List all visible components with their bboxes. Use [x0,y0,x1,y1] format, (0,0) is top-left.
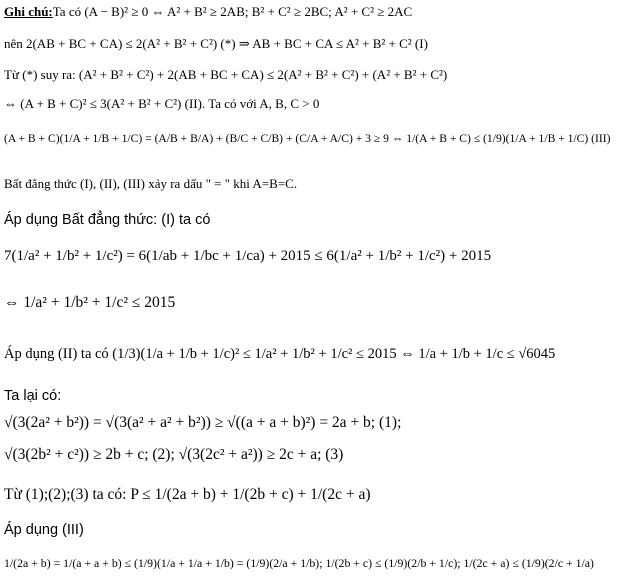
line-text: 1/(2a + b) = 1/(a + a + b) ≤ (1/9)(1/a + 1/a + 1/b) = (1/9)(2/a + 1/b); 1/(2b + c) ≤ (1/9)(2/b + 1/c); 1/(2c + a) ≤ (1/9)(2/c + 1/a) [4,556,594,570]
line-text: 7(1/a² + 1/b² + 1/c²) = 6(1/ab + 1/bc + 1/ca) + 2015 ≤ 6(1/a² + 1/b² + 1/c²) + 2015 [4,248,492,264]
note-line [4,4,619,20]
derivation-line [4,67,619,83]
inequality-II-line [4,96,619,112]
p-bound-line [4,486,619,504]
apply-I-equation [4,248,619,265]
note-text: Ta có (A − B)² ≥ 0 ⇔ A² + B² ≥ 2AB; B² + C² ≥ 2BC; A² + C² ≥ 2AC [52,4,413,19]
ta-lai-co-line [4,388,619,404]
line-text: Từ (*) suy ra: (A² + B² + C²) + 2(AB + BC + CA) ≤ 2(A² + B² + C²) + (A² + B² + C²) [4,67,448,82]
line-text: Từ (1);(2);(3) ta có: P ≤ 1/(2a + b) + 1/(2b + c) + 1/(2c + a) [4,486,371,503]
line-text: Bất đẳng thức (I), (II), (III) xảy ra dấu " = " khi A=B=C. [4,176,298,191]
line-text: (A + B + C)(1/A + 1/B + 1/C) = (A/B + B/A) + (B/C + C/B) + (C/A + A/C) + 3 ≥ 9 ⇔ 1/(A + B + C) ≤ (1/9)(1/A + 1/B + 1/C) (III) [4,132,611,145]
bound-2015-line [4,294,619,312]
apply-III-equation [4,556,619,571]
apply-III-heading [4,522,619,538]
sqrt-bound-1-line [4,414,619,432]
apply-I-heading [4,212,619,228]
line-text: ⇔ 1/a² + 1/b² + 1/c² ≤ 2015 [4,294,176,311]
line-text: nên 2(AB + BC + CA) ≤ 2(A² + B² + C²) (*) ⇒ AB + BC + CA ≤ A² + B² + C² (I) [4,36,428,51]
line-text: Áp dụng Bất đẳng thức: (I) ta có [4,212,211,228]
line-text: ⇔ (A + B + C)² ≤ 3(A² + B² + C²) (II). Ta có với A, B, C > 0 [4,96,320,111]
line-text: √(3(2a² + b²)) = √(3(a² + a² + b²)) ≥ √((a + a + b)²) = 2a + b; (1); [4,414,402,431]
line-text: √(3(2b² + c²)) ≥ 2b + c; (2); √(3(2c² + a²)) ≥ 2c + a; (3) [4,446,344,463]
line-text: Áp dụng (II) ta có (1/3)(1/a + 1/b + 1/c)² ≤ 1/a² + 1/b² + 1/c² ≤ 2015 ⇔ 1/a + 1/b + 1/c ≤ √6045 [4,346,556,362]
equality-condition-line [4,176,619,192]
line-text: Ta lại có: [4,388,62,404]
apply-II-line [4,346,619,363]
inequality-III-line [4,132,619,145]
line-text: Áp dụng (III) [4,522,84,538]
note-label: Ghi chú: [4,4,53,19]
sqrt-bound-2-3-line [4,446,619,464]
inequality-I-line [4,36,619,52]
